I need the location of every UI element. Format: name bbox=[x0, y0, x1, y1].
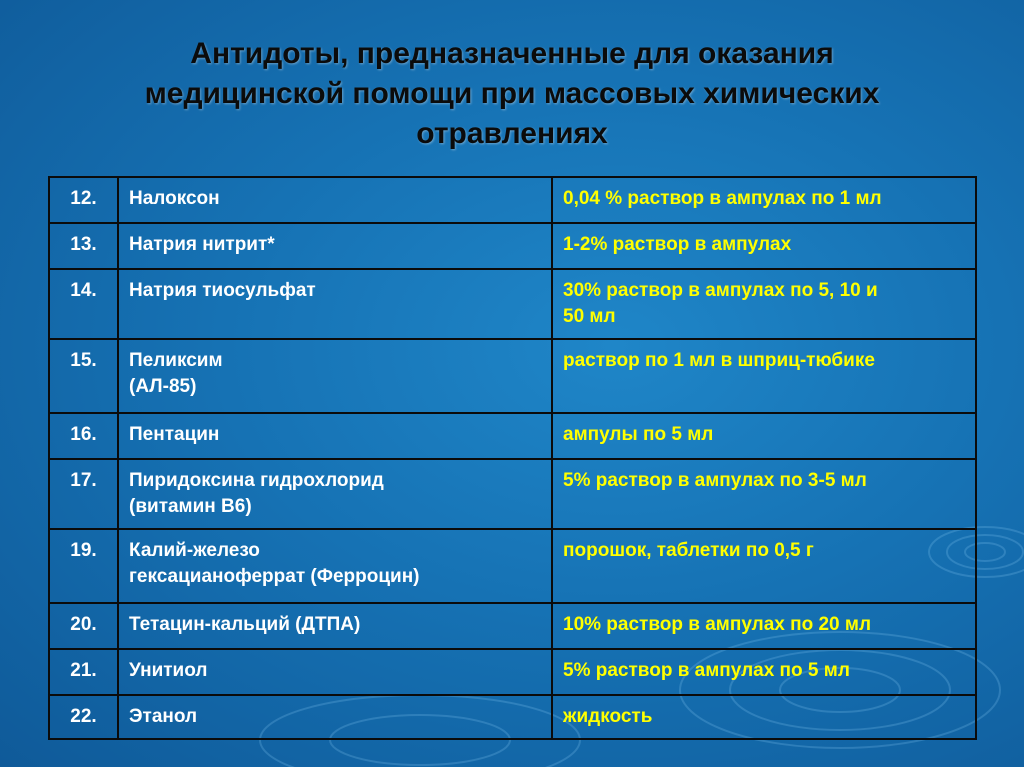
dosage-form-line: 5% раствор в ампулах по 5 мл bbox=[563, 660, 850, 681]
dosage-form bbox=[552, 459, 976, 529]
table-row bbox=[49, 459, 976, 529]
row-number: 21. bbox=[49, 649, 118, 695]
dosage-form bbox=[552, 269, 976, 339]
antidote-name bbox=[118, 269, 552, 339]
antidote-name-line: Натрия тиосульфат bbox=[129, 280, 316, 301]
dosage-form-line: 50 мл bbox=[563, 306, 616, 327]
title-line-1: Антидоты, предназначенные для оказания bbox=[190, 37, 834, 70]
row-number: 22. bbox=[49, 695, 118, 739]
antidote-name-line: Унитиол bbox=[129, 660, 208, 681]
antidote-name bbox=[118, 177, 552, 223]
antidote-name-line: Этанол bbox=[129, 706, 198, 727]
dosage-form-line: порошок, таблетки по 0,5 г bbox=[563, 540, 814, 561]
title-line-3: отравлениях bbox=[416, 117, 608, 150]
dosage-form bbox=[552, 649, 976, 695]
table-row bbox=[49, 413, 976, 459]
dosage-form bbox=[552, 339, 976, 413]
dosage-form-line: раствор по 1 мл в шприц-тюбике bbox=[563, 350, 875, 371]
row-number: 17. bbox=[49, 459, 118, 529]
antidote-name bbox=[118, 413, 552, 459]
table-row bbox=[49, 177, 976, 223]
antidote-name-line: гексацианоферрат (Ферроцин) bbox=[129, 566, 420, 587]
dosage-form-line: ампулы по 5 мл bbox=[563, 424, 714, 445]
antidote-name-line: Пеликсим bbox=[129, 350, 223, 371]
antidote-name bbox=[118, 339, 552, 413]
antidote-name-line: Тетацин-кальций (ДТПА) bbox=[129, 614, 361, 635]
title-line-2: медицинской помощи при массовых химических bbox=[144, 77, 880, 110]
slide-title bbox=[40, 34, 984, 154]
antidote-name-line: Пиридоксина гидрохлорид bbox=[129, 470, 384, 491]
row-number: 14. bbox=[49, 269, 118, 339]
antidote-name-line: Пентацин bbox=[129, 424, 220, 445]
dosage-form bbox=[552, 413, 976, 459]
row-number: 13. bbox=[49, 223, 118, 269]
antidote-name-line: Натрия нитрит* bbox=[129, 234, 275, 255]
row-number: 16. bbox=[49, 413, 118, 459]
table-row bbox=[49, 529, 976, 603]
antidote-name-line: (витамин В6) bbox=[129, 496, 252, 517]
antidote-name bbox=[118, 649, 552, 695]
row-number: 19. bbox=[49, 529, 118, 603]
table-row bbox=[49, 223, 976, 269]
dosage-form bbox=[552, 529, 976, 603]
table-row bbox=[49, 339, 976, 413]
dosage-form-line: 10% раствор в ампулах по 20 мл bbox=[563, 614, 872, 635]
row-number: 15. bbox=[49, 339, 118, 413]
dosage-form-line: 30% раствор в ампулах по 5, 10 и bbox=[563, 280, 878, 301]
antidote-name-line: Налоксон bbox=[129, 188, 220, 209]
antidote-name bbox=[118, 695, 552, 739]
antidote-name-line: Калий-железо bbox=[129, 540, 260, 561]
dosage-form-line: 0,04 % раствор в ампулах по 1 мл bbox=[563, 188, 882, 209]
antidote-name bbox=[118, 459, 552, 529]
dosage-form bbox=[552, 177, 976, 223]
antidotes-table bbox=[48, 176, 977, 740]
table-row bbox=[49, 603, 976, 649]
dosage-form bbox=[552, 603, 976, 649]
row-number: 20. bbox=[49, 603, 118, 649]
antidote-name bbox=[118, 603, 552, 649]
antidote-name bbox=[118, 223, 552, 269]
table-row bbox=[49, 649, 976, 695]
row-number: 12. bbox=[49, 177, 118, 223]
antidote-name-line: (АЛ-85) bbox=[129, 376, 197, 397]
dosage-form-line: жидкость bbox=[563, 706, 653, 727]
dosage-form-line: 1-2% раствор в ампулах bbox=[563, 234, 792, 255]
table-row bbox=[49, 269, 976, 339]
dosage-form-line: 5% раствор в ампулах по 3-5 мл bbox=[563, 470, 867, 491]
dosage-form bbox=[552, 695, 976, 739]
antidote-name bbox=[118, 529, 552, 603]
dosage-form bbox=[552, 223, 976, 269]
table-row bbox=[49, 695, 976, 739]
